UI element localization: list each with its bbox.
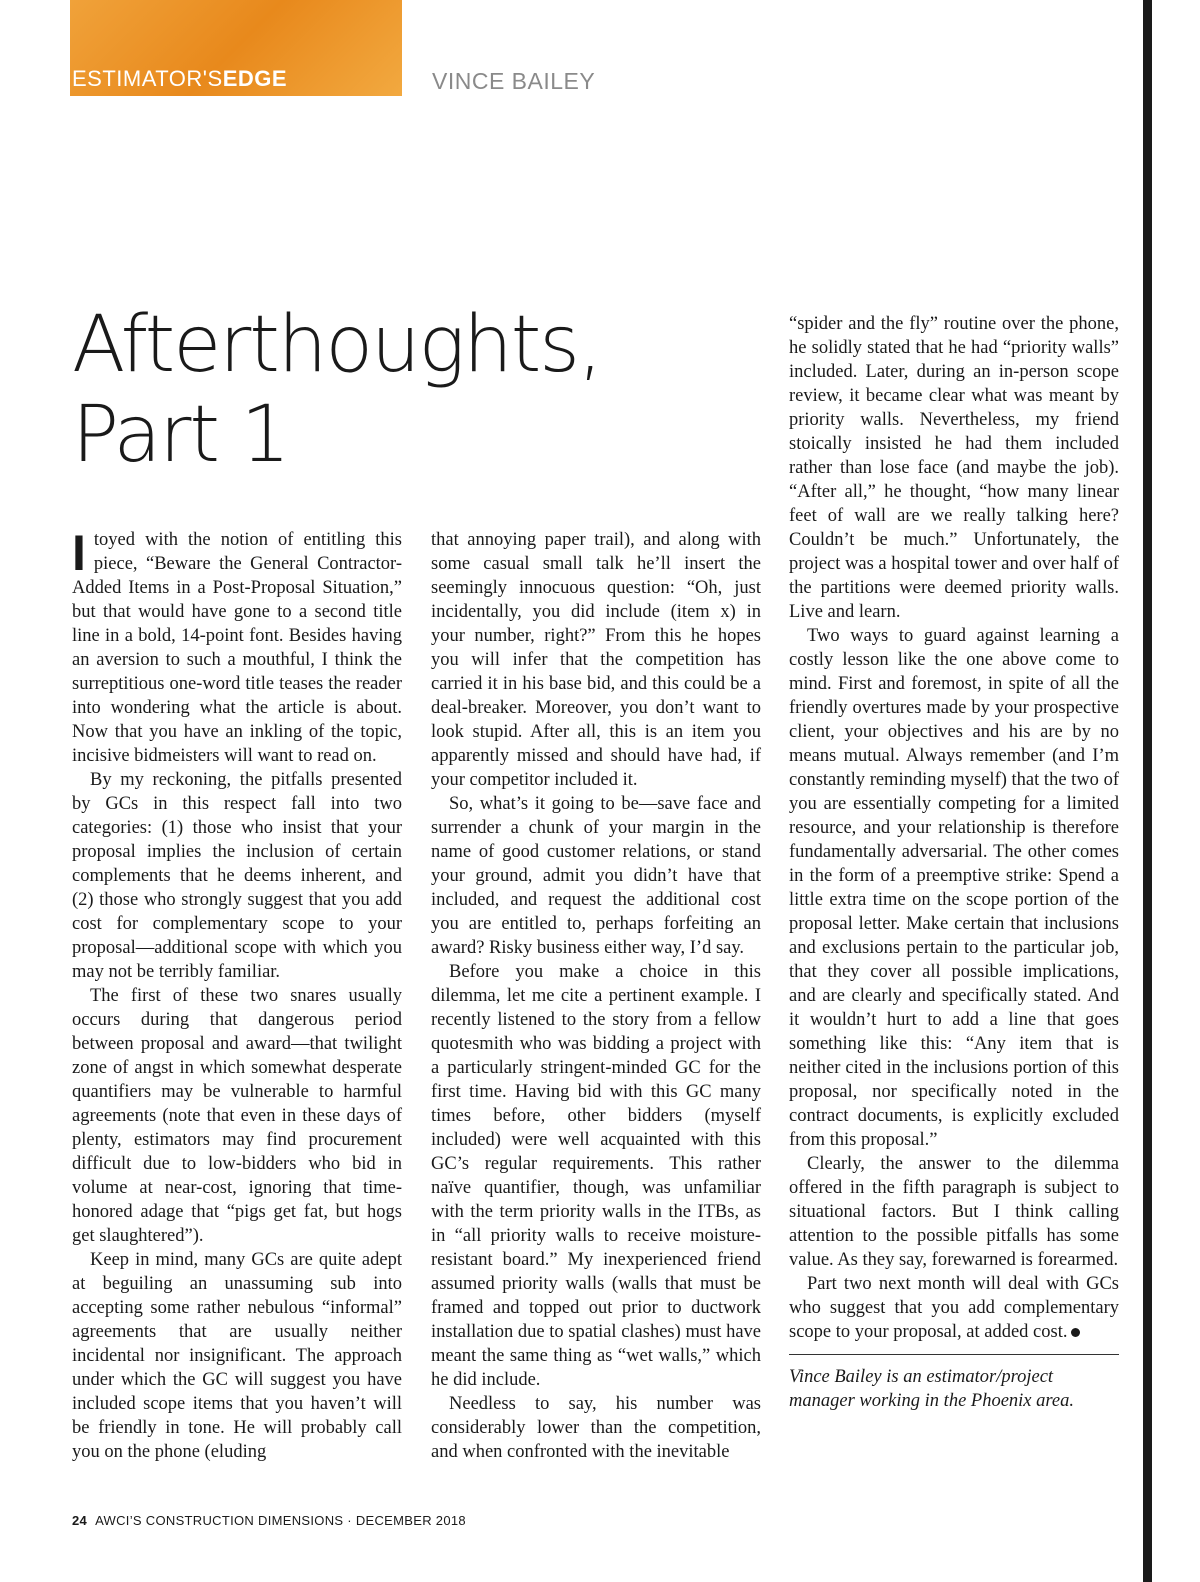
title-line-2: Part 1 [72,390,289,480]
paragraph: Clearly, the answer to the dilemma offered in the fifth paragraph is subject to situational factors. But I think calling attention to the possible pitfalls has some value. As they say, forewarned is forearmed. [789,1154,1119,1270]
body-column-2 [431,528,761,1464]
author-name: VINCE BAILEY [432,68,596,94]
title-line-1: Afterthoughts, [72,300,601,390]
paragraph-text: toyed with the notion of entitling this piece, “Beware the General Contractor-Added Items in a Post-Proposal Situation,” but that would have gone to a second title line in a bold, 14-point font. Besides having an aversion to such a mouthful, I think the surreptitious one-word title teases the reader into wondering what the article is about. Now that you have an inkling of the topic, incisive bidmeisters will want to read on. [72,530,402,766]
kicker-regular: ESTIMATOR'S [72,66,223,91]
paragraph [789,1272,1119,1344]
kicker-bold: EDGE [222,66,288,91]
end-mark-icon [1071,1328,1080,1337]
paragraph: Two ways to guard against learning a costly lesson like the one above come to mind. First and foremost, in spite of all the friendly overtures made by your prospective client, your objectives and his are by no means mutual. Always remember (and I’m constantly reminding myself) that the two of you are essentially competing for a limited resource, and your relationship is therefore fundamentally adversarial. The other comes in the form of a preemptive strike: Spend a little extra time on the scope portion of the proposal letter. Make certain that inclusions and exclusions pertain to the particular job, that they cover all possible implications, and are clearly and specifically stated. And it wouldn’t hurt to add a line that goes something like this: “Any item that is neither cited in the inclusions portion of this proposal, nor specifically noted in the contract documents, is explicitly excluded from this proposal.” [789,626,1119,1150]
body-column-3 [789,312,1119,1413]
section-kicker [72,66,287,92]
body-column-1 [72,525,402,1464]
paragraph-text: Part two next month will deal with GCs who suggest that you add complementary scope to your proposal, at added cost. [789,1274,1119,1342]
page-number: 24 [72,1513,88,1528]
drop-cap: I [72,525,86,581]
author-bio: Vince Bailey is an estimator/project manager working in the Phoenix area. [789,1367,1074,1411]
paragraph: By my reckoning, the pitfalls presented by GCs in this respect fall into two categories: (1) those who insist that your proposal implies the inclusion of certain complements that he deems inherent, and (2) those who strongly suggest that you add cost for complementary scope to your proposal—additional scope with which you may not be terribly familiar. [72,770,402,982]
article-title [72,300,601,480]
bio-divider [789,1354,1119,1355]
paragraph: “spider and the fly” routine over the phone, he solidly stated that he had “priority walls” included. Later, during an in-person scope review, it became clear what was meant by priority walls. Nevertheless, my friend stoically insisted he had them included rather than lose face (and maybe the job). “After all,” he thought, “how many linear feet of wall are we really talking here? Couldn’t be much.” Unfortunately, the project was a hospital tower and over half of the partitions were deemed priority walls. Live and learn. [789,314,1119,622]
publication-info: AWCI’S CONSTRUCTION DIMENSIONS · DECEMBER 2018 [95,1513,466,1528]
paragraph: The first of these two snares usually occurs during that dangerous period between proposal and award—that twilight zone of angst in which somewhat desperate quantifiers may be vulnerable to harmful agreements (note that even in these days of plenty, estimators may find procurement difficult due to low-bidders who bid in volume at near-cost, ignoring that time-honored adage that “pigs get fat, but hogs get slaughtered”). [72,986,402,1246]
paragraph [72,525,402,768]
paragraph: Keep in mind, many GCs are quite adept at beguiling an unassuming sub into accepting some rather nebulous “informal” agreements that are usually neither incidental nor insignificant. The approach under which the GC will suggest you have included scope items that you haven’t will be friendly in tone. He will probably call you on the phone (eluding [72,1250,402,1462]
paragraph: So, what’s it going to be—save face and surrender a chunk of your margin in the name of good customer relations, or stand your ground, admit you didn’t have that included, and request the additional cost you are entitled to, perhaps forfeiting an award? Risky business either way, I’d say. [431,794,761,958]
page-footer [72,1513,466,1528]
paragraph: Before you make a choice in this dilemma, let me cite a pertinent example. I recently listened to the story from a fellow quotesmith who was bidding a project with a particularly stringent-minded GC for the first time. Having bid with this GC many times before, other bidders (myself included) were well acquainted with this GC’s regular requirements. This rather naïve quantifier, though, was unfamiliar with the term priority walls in the ITBs, as in “all priority walls to receive moisture-resistant board.” My inexperienced friend assumed priority walls (walls that must be framed and topped out prior to ductwork installation due to spatial clashes) must have meant the same thing as “wet walls,” which he did include. [431,962,761,1390]
edge-rule [1143,0,1152,1582]
paragraph: Needless to say, his number was considerably lower than the competition, and when confronted with the inevitable [431,1394,761,1462]
paragraph: that annoying paper trail), and along with some casual small talk he’ll insert the seemingly innocuous question: “Oh, just incidentally, you did include (item x) in your number, right?” From this he hopes you will infer that the competition has carried it in his base bid, and this could be a deal-breaker. Moreover, you don’t want to look stupid. After all, this is an item you apparently missed and should have had, if your competitor included it. [431,530,761,790]
